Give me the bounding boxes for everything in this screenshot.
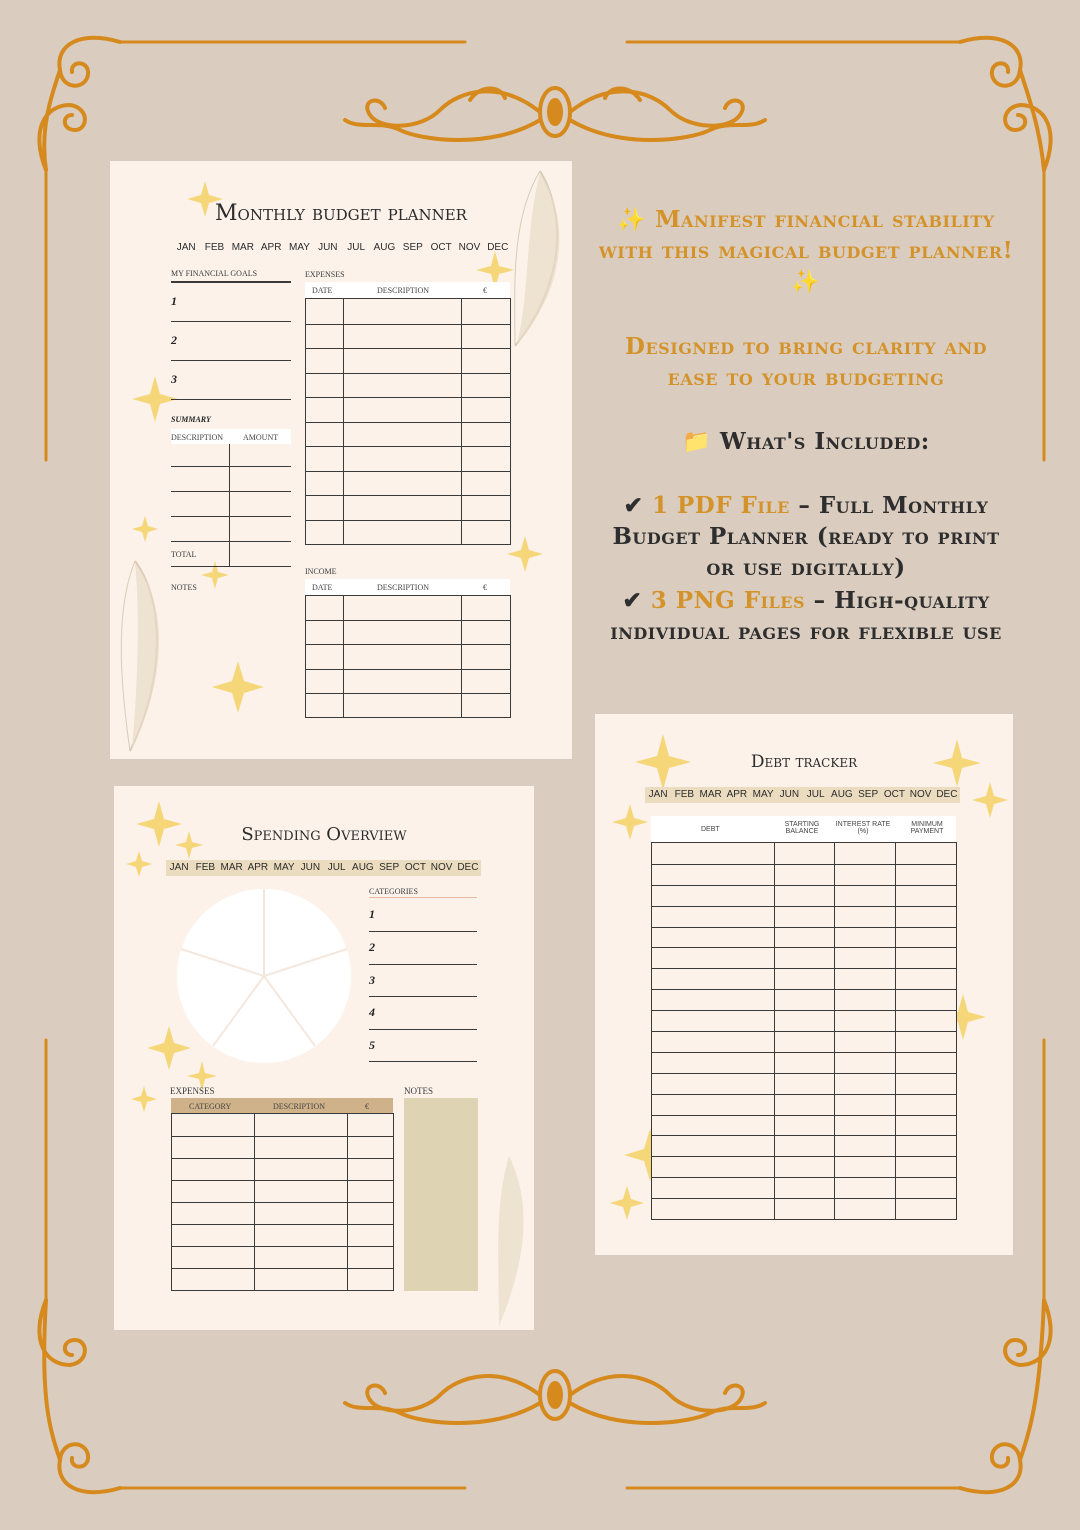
goal-line[interactable]: [171, 360, 291, 361]
table-column-divider: [343, 299, 344, 544]
table-row[interactable]: [652, 1135, 956, 1136]
debt-header: [651, 816, 956, 842]
table-row[interactable]: [652, 989, 956, 990]
month-jan[interactable]: JAN: [169, 862, 189, 873]
month-nov[interactable]: NOV: [430, 862, 453, 873]
col-currency: €: [483, 583, 487, 592]
month-aug[interactable]: AUG: [831, 789, 853, 800]
month-mar[interactable]: MAR: [220, 862, 243, 873]
month-dec[interactable]: DEC: [457, 862, 479, 873]
table-row[interactable]: [306, 520, 510, 521]
income-label: INCOME: [305, 567, 337, 576]
debt-tracker-card: [595, 714, 1013, 1255]
table-row[interactable]: [652, 1031, 956, 1032]
month-mar[interactable]: MAR: [699, 789, 722, 800]
item-text: – Full Monthly Budget Planner (ready to print or use digitally): [612, 492, 1000, 581]
summary-header: [171, 429, 291, 444]
table-column-divider: [895, 843, 896, 1219]
table-column-divider: [461, 596, 462, 717]
table-row[interactable]: [172, 1202, 393, 1203]
page-title: Monthly budget planner: [215, 201, 467, 226]
table-row[interactable]: [306, 471, 510, 472]
month-jun[interactable]: JUN: [318, 242, 338, 253]
category-line[interactable]: [369, 996, 477, 997]
income-table[interactable]: [305, 595, 511, 718]
month-oct[interactable]: OCT: [883, 789, 905, 800]
notes-label: NOTES: [404, 1086, 433, 1096]
category-line[interactable]: [369, 931, 477, 932]
month-apr[interactable]: APR: [726, 789, 748, 800]
included-item-pdf: [596, 490, 1016, 583]
category-line[interactable]: [369, 1029, 477, 1030]
table-row[interactable]: [652, 1052, 956, 1053]
check-icon: ✔: [623, 492, 644, 519]
month-jul[interactable]: JUL: [806, 789, 825, 800]
category-line[interactable]: [369, 1061, 477, 1062]
debt-table[interactable]: [651, 842, 957, 1220]
month-aug[interactable]: AUG: [352, 862, 374, 873]
item-highlight: 1 PDF File: [651, 492, 790, 519]
month-feb[interactable]: FEB: [204, 242, 225, 253]
col-interest-rate: INTEREST RATE (%): [835, 821, 891, 835]
month-jun[interactable]: JUN: [779, 789, 800, 800]
table-column-divider: [254, 1114, 255, 1290]
month-jul[interactable]: JUL: [347, 242, 366, 253]
table-row[interactable]: [652, 1010, 956, 1011]
table-row[interactable]: [652, 1198, 956, 1199]
table-row[interactable]: [306, 446, 510, 447]
table-row[interactable]: [652, 927, 956, 928]
sparkle-icon: ✨: [617, 206, 647, 233]
included-heading: [596, 426, 1016, 457]
month-sep[interactable]: SEP: [379, 862, 400, 873]
summary-row[interactable]: [171, 541, 291, 542]
goal-line[interactable]: [171, 399, 291, 400]
summary-row[interactable]: [171, 466, 291, 467]
col-description: DESCRIPTION: [377, 286, 430, 295]
summary-row[interactable]: [171, 516, 291, 517]
month-dec[interactable]: DEC: [936, 789, 958, 800]
table-row[interactable]: [306, 693, 510, 694]
page-title: Spending Overview: [241, 824, 407, 845]
included-label: What's Included:: [719, 428, 930, 455]
table-row[interactable]: [306, 669, 510, 670]
expenses-header: [305, 282, 510, 298]
promo-headline: [596, 204, 1016, 297]
summary-label: SUMMARY: [171, 415, 211, 424]
pie-chart: [174, 886, 354, 1066]
income-header: [305, 579, 510, 595]
month-jan[interactable]: JAN: [176, 242, 196, 253]
month-may[interactable]: MAY: [289, 242, 310, 253]
month-oct[interactable]: OCT: [430, 242, 452, 253]
table-row[interactable]: [652, 885, 956, 886]
month-feb[interactable]: FEB: [674, 789, 695, 800]
table-row[interactable]: [306, 422, 510, 423]
table-row[interactable]: [172, 1224, 393, 1225]
col-currency: €: [365, 1102, 369, 1111]
category-number: 4: [369, 1005, 375, 1019]
summary-col-amount: AMOUNT: [243, 433, 279, 442]
category-number: 2: [369, 940, 375, 954]
table-row[interactable]: [172, 1180, 393, 1181]
summary-row[interactable]: [171, 566, 291, 567]
table-column-divider: [347, 1114, 348, 1290]
summary-col-description: DESCRIPTION: [171, 433, 224, 442]
sparkle-icon: ✨: [791, 268, 821, 295]
table-row[interactable]: [172, 1246, 393, 1247]
table-row[interactable]: [306, 324, 510, 325]
goal-number: 3: [171, 372, 177, 386]
month-nov[interactable]: NOV: [458, 242, 481, 253]
col-minimum-payment: MINIMUM PAYMENT: [910, 821, 944, 835]
table-row[interactable]: [306, 644, 510, 645]
expenses-table[interactable]: [171, 1113, 394, 1291]
notes-box[interactable]: [404, 1098, 478, 1291]
table-row[interactable]: [172, 1268, 393, 1269]
total-label: TOTAL: [171, 550, 197, 559]
table-column-divider: [774, 843, 775, 1219]
goal-number: 1: [171, 294, 177, 308]
expenses-label: EXPENSES: [305, 270, 345, 279]
table-row[interactable]: [652, 864, 956, 865]
month-selector: [166, 860, 481, 876]
col-currency: €: [483, 286, 487, 295]
goal-number: 2: [171, 333, 177, 347]
col-date: DATE: [312, 583, 333, 592]
month-apr[interactable]: APR: [247, 862, 269, 873]
table-row[interactable]: [172, 1158, 393, 1159]
table-row[interactable]: [306, 397, 510, 398]
table-row[interactable]: [652, 968, 956, 969]
table-row[interactable]: [652, 1115, 956, 1116]
table-row[interactable]: [172, 1136, 393, 1137]
month-aug[interactable]: AUG: [373, 242, 396, 253]
month-sep[interactable]: SEP: [402, 242, 423, 253]
folder-icon: 📁: [682, 428, 712, 455]
col-starting-balance: STARTING BALANCE: [784, 821, 820, 835]
table-column-divider: [343, 596, 344, 717]
month-feb[interactable]: FEB: [195, 862, 216, 873]
category-number: 3: [369, 973, 375, 987]
summary-divider: [229, 444, 230, 566]
month-mar[interactable]: MAR: [231, 242, 254, 253]
category-number: 1: [369, 907, 375, 921]
spending-overview-card: [114, 786, 534, 1330]
goal-line[interactable]: [171, 321, 291, 322]
table-row[interactable]: [652, 1073, 956, 1074]
table-row[interactable]: [652, 1156, 956, 1157]
col-debt: DEBT: [701, 826, 720, 833]
month-selector: [172, 242, 512, 253]
table-row[interactable]: [652, 1094, 956, 1095]
table-column-divider: [834, 843, 835, 1219]
month-may[interactable]: MAY: [752, 789, 774, 800]
summary-row[interactable]: [171, 491, 291, 492]
headline-text: Manifest financial stability with this magical budget planner!: [598, 206, 1014, 264]
col-description: DESCRIPTION: [377, 583, 430, 592]
table-row[interactable]: [306, 495, 510, 496]
divider: [369, 897, 477, 898]
month-oct[interactable]: OCT: [404, 862, 426, 873]
table-row[interactable]: [652, 947, 956, 948]
table-row[interactable]: [652, 906, 956, 907]
month-selector: [645, 787, 960, 803]
check-icon: ✔: [622, 587, 643, 614]
goals-label: MY FINANCIAL GOALS: [171, 269, 258, 278]
item-highlight: 3 PNG Files: [650, 587, 806, 614]
month-jan[interactable]: JAN: [648, 789, 668, 800]
table-row[interactable]: [306, 348, 510, 349]
categories-label: CATEGORIES: [369, 887, 418, 896]
category-line[interactable]: [369, 964, 477, 965]
month-dec[interactable]: DEC: [487, 242, 509, 253]
divider: [171, 281, 291, 283]
month-jun[interactable]: JUN: [300, 862, 321, 873]
table-row[interactable]: [652, 1177, 956, 1178]
table-row[interactable]: [306, 620, 510, 621]
promo-subhead: Designed to bring clarity and ease to your budgeting: [625, 333, 987, 391]
notes-label: NOTES: [171, 583, 197, 592]
category-number: 5: [369, 1038, 375, 1052]
month-jul[interactable]: JUL: [327, 862, 346, 873]
included-item-png: [596, 585, 1016, 647]
month-apr[interactable]: APR: [260, 242, 282, 253]
expenses-label: EXPENSES: [170, 1086, 215, 1096]
table-row[interactable]: [306, 373, 510, 374]
expenses-table[interactable]: [305, 298, 511, 545]
monthly-budget-planner-card: [110, 161, 572, 759]
month-nov[interactable]: NOV: [909, 789, 932, 800]
col-category: CATEGORY: [189, 1102, 232, 1111]
month-sep[interactable]: SEP: [858, 789, 879, 800]
page-title: Debt tracker: [750, 752, 858, 772]
month-may[interactable]: MAY: [273, 862, 295, 873]
col-description: DESCRIPTION: [273, 1102, 326, 1111]
expenses-header: [171, 1098, 393, 1113]
item-text: – High-quality individual pages for flexible use: [610, 587, 1002, 645]
col-date: DATE: [312, 286, 333, 295]
table-column-divider: [461, 299, 462, 544]
